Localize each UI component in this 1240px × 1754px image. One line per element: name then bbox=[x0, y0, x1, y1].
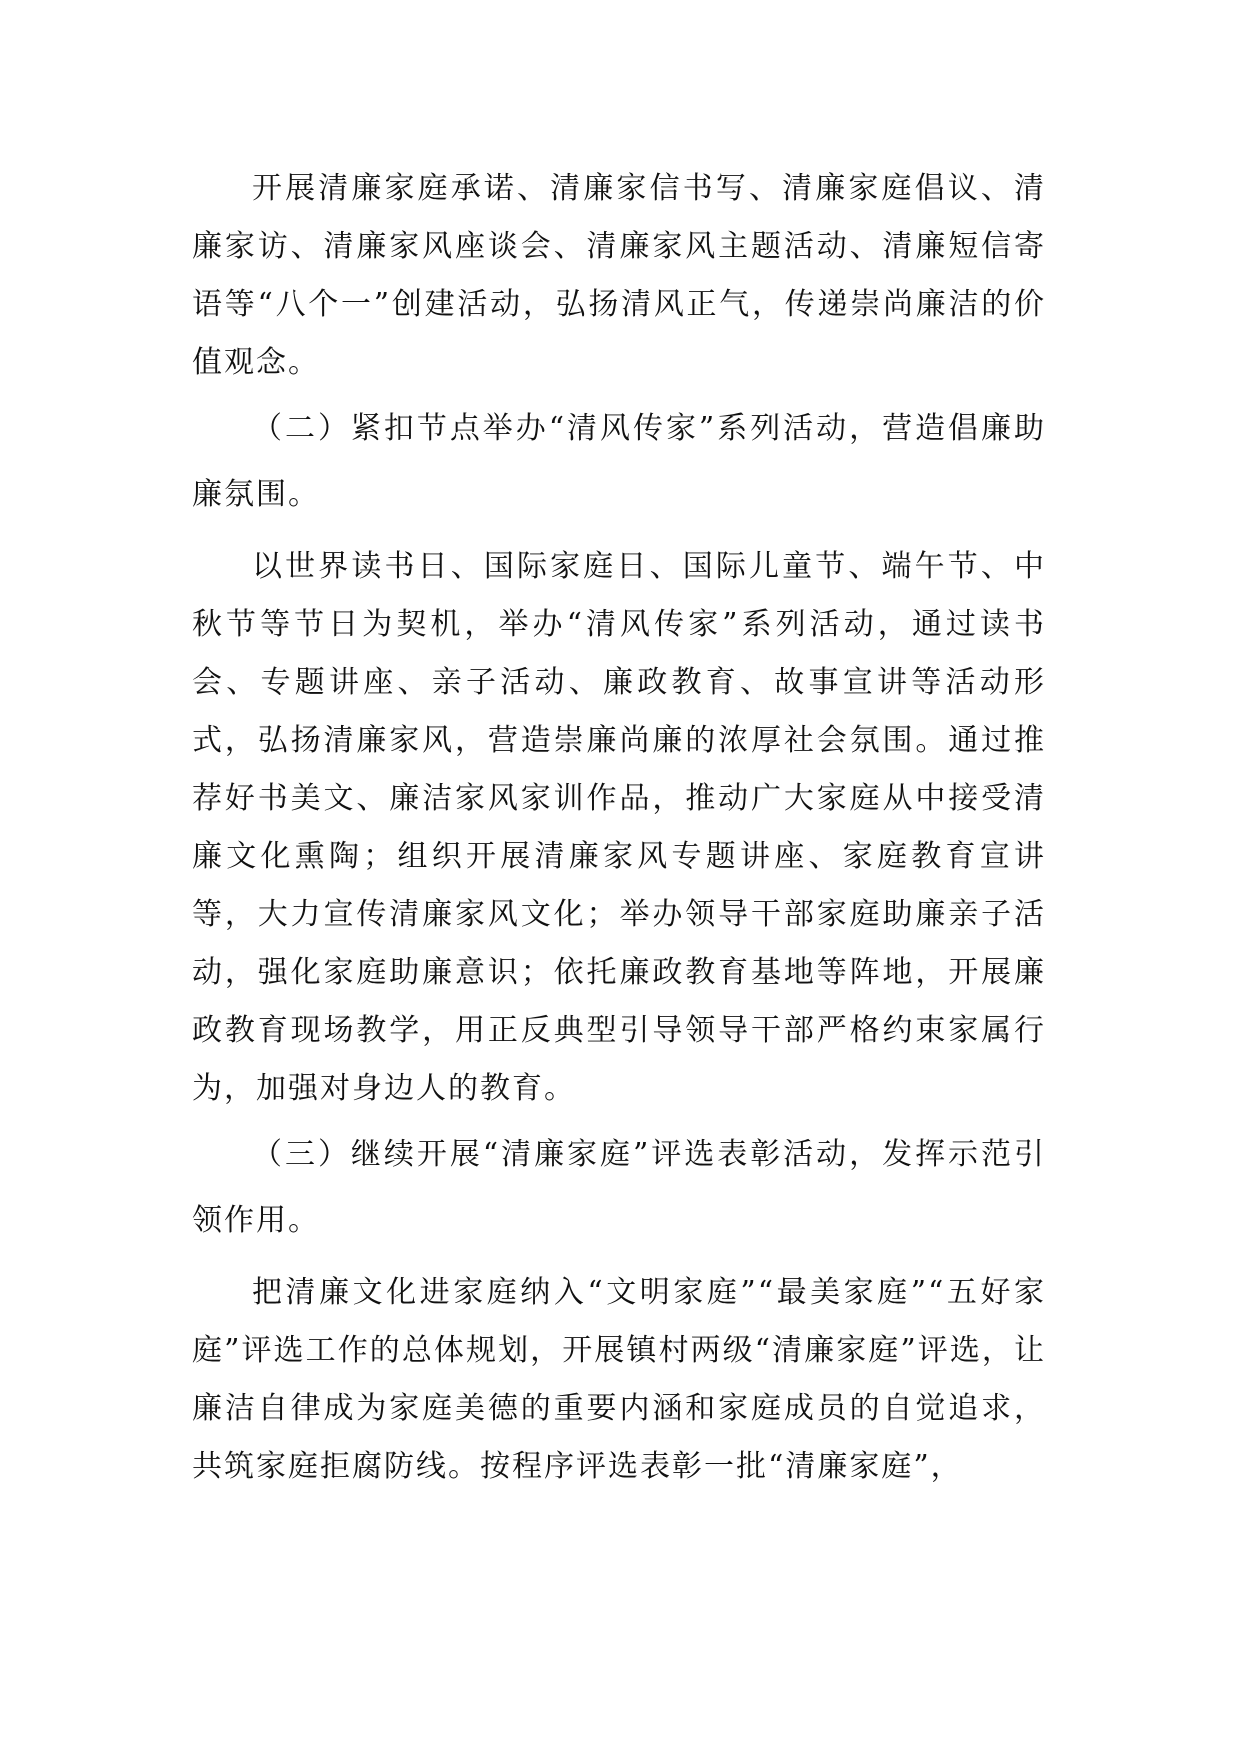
paragraph-gap bbox=[192, 1254, 1046, 1264]
body-paragraph-3: 把清廉文化进家庭纳入“文明家庭”“最美家庭”“五好家庭”评选工作的总体规划，开展镇村两级“清廉家庭”评选，让廉洁自律成为家庭美德的重要内涵和家庭成员的自觉追求，共筑家庭拒腐防线。按程序评选表彰一批“清廉家庭”， bbox=[192, 1275, 1046, 1484]
body-paragraph-2: 以世界读书日、国际家庭日、国际儿童节、端午节、中秋节等节日为契机，举办“清风传家”系列活动，通过读书会、专题讲座、亲子活动、廉政教育、故事宣讲等活动形式，弘扬清廉家风，营造崇廉尚廉的浓厚社会氛围。通过推荐好书美文、廉洁家风家训作品，推动广大家庭从中接受清廉文化熏陶；组织开展清廉家风专题讲座、家庭教育宣讲等，大力宣传清廉家风文化；举办领导干部家庭助廉亲子活动，强化家庭助廉意识；依托廉政教育基地等阵地，开展廉政教育现场教学，用正反典型引导领导干部严格约束家属行为，加强对身边人的教育。 bbox=[192, 549, 1046, 1106]
body-paragraph-1: 开展清廉家庭承诺、清廉家信书写、清廉家庭倡议、清廉家访、清廉家风座谈会、清廉家风主题活动、清廉短信寄语等“八个一”创建活动，弘扬清风正气，传递崇尚廉洁的价值观念。 bbox=[192, 171, 1046, 380]
paragraph-gap bbox=[192, 528, 1046, 538]
document-body bbox=[192, 160, 1046, 1496]
section-heading-3: （三）继续开展“清廉家庭”评选表彰活动，发挥示范引领作用。 bbox=[192, 1137, 1046, 1238]
section-heading-2: （二）紧扣节点举办“清风传家”系列活动，营造倡廉助廉氛围。 bbox=[192, 411, 1046, 512]
